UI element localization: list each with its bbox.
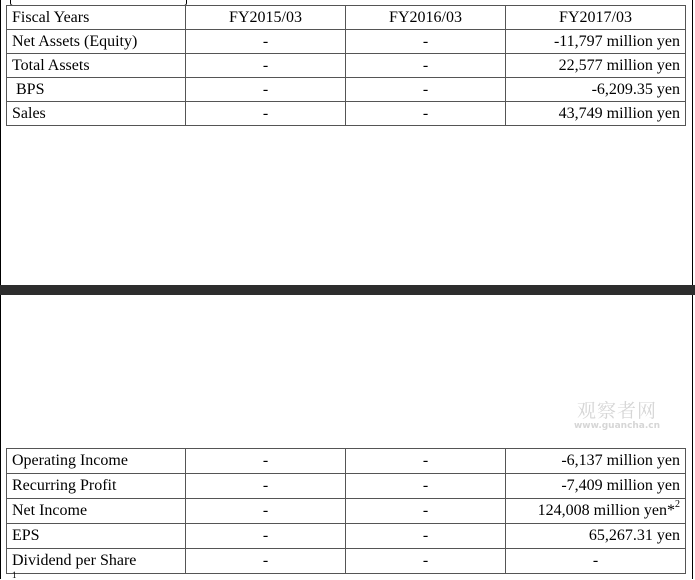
cell-fy2016: -	[346, 449, 506, 474]
row-label-bps: BPS	[7, 78, 186, 102]
cell-fy2017: 22,577 million yen	[506, 54, 686, 78]
table-row	[7, 474, 686, 499]
cell-fy2015: -	[186, 499, 346, 524]
cell-fy2016: -	[346, 524, 506, 549]
cell-fy2015: -	[186, 549, 346, 574]
table-header-row	[7, 6, 686, 30]
table-row	[7, 549, 686, 574]
watermark-url: www.guancha.cn	[573, 421, 661, 431]
cell-fy2017: 43,749 million yen	[506, 102, 686, 126]
watermark-chinese: 观察者网	[576, 400, 657, 422]
cell-fy2016: -	[346, 474, 506, 499]
cell-fy2017: -7,409 million yen	[506, 474, 686, 499]
footnote-marker: 2	[675, 498, 680, 510]
row-label-net-income: Net Income	[7, 499, 186, 524]
cell-fy2016: -	[346, 549, 506, 574]
cell-fy2015: -	[186, 524, 346, 549]
cell-fy2016: -	[346, 102, 506, 126]
cell-fy2017: 65,267.31 yen	[506, 524, 686, 549]
header-fiscal-years: Fiscal Years	[7, 6, 186, 30]
cell-fy2017	[506, 499, 686, 524]
cell-fy2016: -	[346, 78, 506, 102]
separator-band	[0, 285, 695, 295]
site-watermark	[567, 396, 667, 431]
cell-fy2016: -	[346, 499, 506, 524]
cell-fy2015: -	[186, 474, 346, 499]
row-label-eps: EPS	[7, 524, 186, 549]
financial-table-bottom	[6, 448, 686, 574]
row-label-net-assets: Net Assets (Equity)	[7, 30, 186, 54]
row-label-total-assets: Total Assets	[7, 54, 186, 78]
cell-fy2016: -	[346, 54, 506, 78]
row-label-dividend-per-share: Dividend per Share	[7, 549, 186, 574]
header-fy2015: FY2015/03	[186, 6, 346, 30]
financial-table-top	[6, 5, 686, 126]
cell-fy2017: -11,797 million yen	[506, 30, 686, 54]
table-row	[7, 524, 686, 549]
cell-fy2016: -	[346, 30, 506, 54]
row-label-recurring-profit: Recurring Profit	[7, 474, 186, 499]
cell-fy2017: -	[506, 549, 686, 574]
table-row	[7, 449, 686, 474]
cell-fy2015: -	[186, 102, 346, 126]
cell-fy2017: -6,137 million yen	[506, 449, 686, 474]
row-label-sales: Sales	[7, 102, 186, 126]
cell-fy2015: -	[186, 30, 346, 54]
cell-fy2017: -6,209.35 yen	[506, 78, 686, 102]
net-income-value: 124,008 million yen*	[537, 502, 675, 519]
header-fy2017: FY2017/03	[506, 6, 686, 30]
cell-fy2015: -	[186, 449, 346, 474]
row-label-operating-income: Operating Income	[7, 449, 186, 474]
header-fy2016: FY2016/03	[346, 6, 506, 30]
cell-fy2015: -	[186, 78, 346, 102]
table-row	[7, 78, 686, 102]
table-row	[7, 54, 686, 78]
table-row	[7, 102, 686, 126]
footnote-fragment: 1	[12, 570, 17, 580]
cell-fy2015: -	[186, 54, 346, 78]
table-row	[7, 30, 686, 54]
table-row	[7, 499, 686, 524]
